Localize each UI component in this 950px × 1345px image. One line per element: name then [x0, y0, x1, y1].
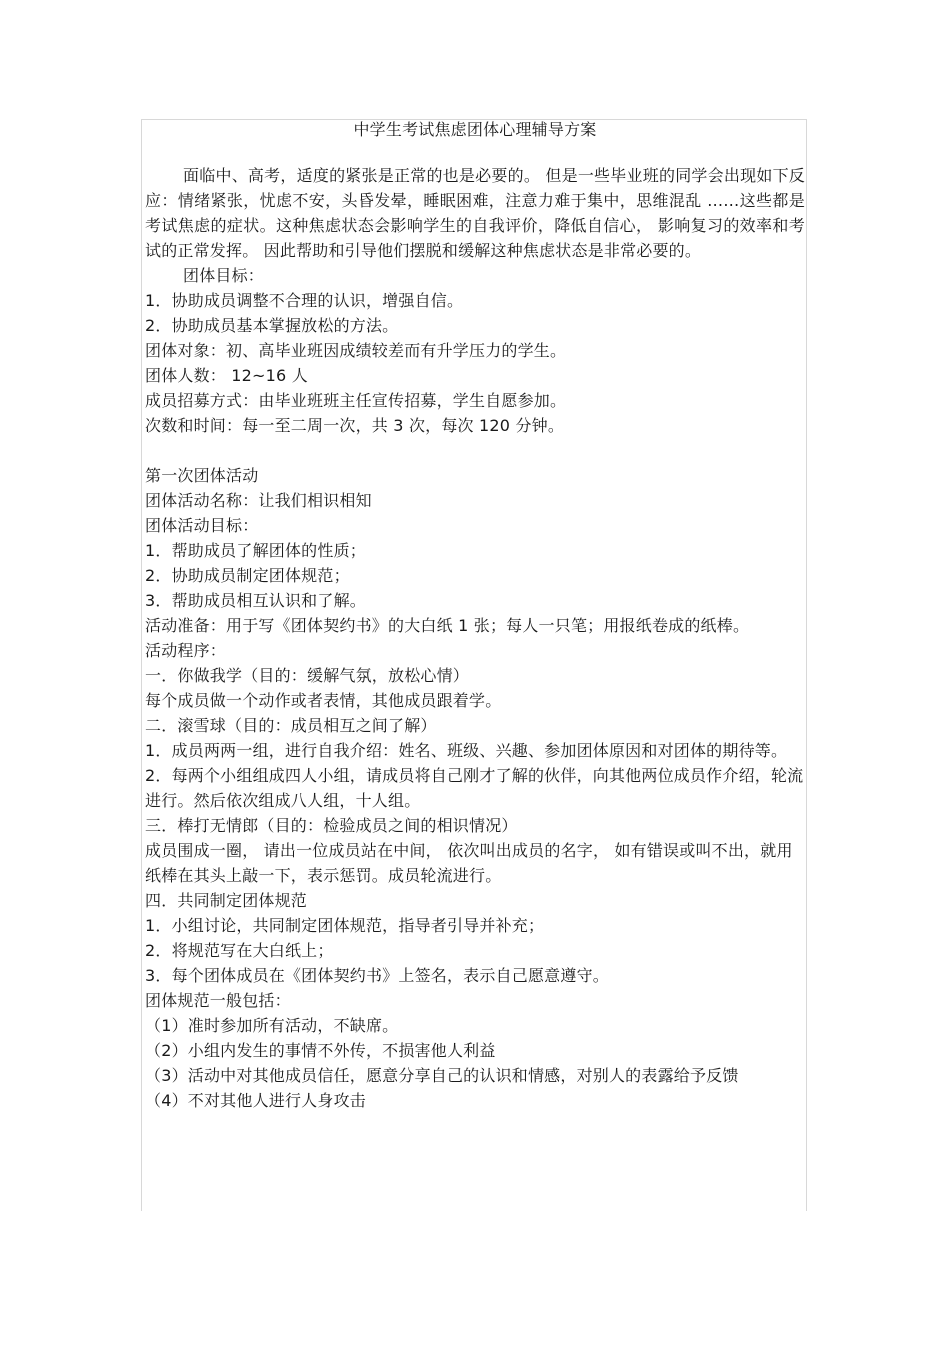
rule-item: （2）小组内发生的事情不外传，不损害他人利益 [145, 1041, 496, 1060]
procedure-step: 三．棒打无情郎（目的：检验成员之间的相识情况） [145, 816, 518, 835]
procedure-step: 3．每个团体成员在《团体契约书》上签名，表示自己愿意遵守。 [145, 966, 609, 985]
rule-item: （3）活动中对其他成员信任，愿意分享自己的认识和情感，对别人的表露给予反馈 [145, 1066, 739, 1085]
size-line: 团体人数： 12~16 人 [145, 366, 308, 385]
rule-item: （1）准时参加所有活动，不缺席。 [145, 1016, 399, 1035]
section-gap [145, 438, 805, 463]
session-heading: 第一次团体活动 [145, 466, 259, 485]
session-prep: 活动准备：用于写《团体契约书》的大白纸 1 张；每人一只笔；用报纸卷成的纸棒。 [145, 616, 750, 635]
session-goal-item: 1．帮助成员了解团体的性质； [145, 541, 366, 560]
procedure-step: 2．每两个小组组成四人小组，请成员将自己刚才了解的伙伴，向其他两位成员作介绍，轮流进行。然后依次组成八人组，十人组。 [145, 766, 804, 810]
procedure-step: 1．成员两两一组，进行自我介绍：姓名、班级、兴趣、参加团体原因和对团体的期待等。 [145, 741, 788, 760]
session-goal-heading: 团体活动目标： [145, 516, 259, 535]
procedure-step: 一．你做我学（目的：缓解气氛，放松心情） [145, 666, 470, 685]
goal-item: 2．协助成员基本掌握放松的方法。 [145, 316, 399, 335]
session-name: 团体活动名称：让我们相识相知 [145, 491, 372, 510]
procedure-step: 团体规范一般包括： [145, 991, 291, 1010]
session-goal-item: 3．帮助成员相互认识和了解。 [145, 591, 366, 610]
procedure-step: 二．滚雪球（目的：成员相互之间了解） [145, 716, 437, 735]
procedure-step: 2．将规范写在大白纸上； [145, 941, 334, 960]
intro-paragraph: 面临中、高考，适度的紧张是正常的也是必要的。 但是一些毕业班的同学会出现如下反应：情绪紧张，忧虑不安，头昏发晕，睡眠困难，注意力难于集中，思维混乱 ……这些都是考试焦虑的症状。这种焦虑状态会影响学生的自我评价，降低自信心， 影响复习的效率和考试的正常发挥。 因此帮助和引导他们摆脱和缓解这种焦虑状态是非常必要的。 [145, 166, 805, 260]
rule-item: （4）不对其他人进行人身攻击 [145, 1091, 366, 1110]
procedure-step: 四．共同制定团体规范 [145, 891, 308, 910]
procedure-heading: 活动程序： [145, 641, 227, 660]
goal-heading: 团体目标： [183, 266, 265, 285]
target-line: 团体对象：初、高毕业班因成绩较差而有升学压力的学生。 [145, 341, 567, 360]
document-title: 中学生考试焦虑团体心理辅导方案 [353, 120, 597, 139]
document-body [145, 117, 805, 1113]
procedure-step: 成员围成一圈， 请出一位成员站在中间， 依次叫出成员的名字， 如有错误或叫不出，就用纸棒在其头上敲一下，表示惩罚。成员轮流进行。 [145, 841, 793, 885]
schedule-line: 次数和时间：每一至二周一次，共 3 次，每次 120 分钟。 [145, 416, 565, 435]
recruit-line: 成员招募方式：由毕业班班主任宣传招募，学生自愿参加。 [145, 391, 567, 410]
goal-item: 1．协助成员调整不合理的认识，增强自信。 [145, 291, 464, 310]
procedure-step: 1．小组讨论，共同制定团体规范，指导者引导并补充； [145, 916, 545, 935]
session-goal-item: 2．协助成员制定团体规范； [145, 566, 350, 585]
procedure-step: 每个成员做一个动作或者表情，其他成员跟着学。 [145, 691, 502, 710]
